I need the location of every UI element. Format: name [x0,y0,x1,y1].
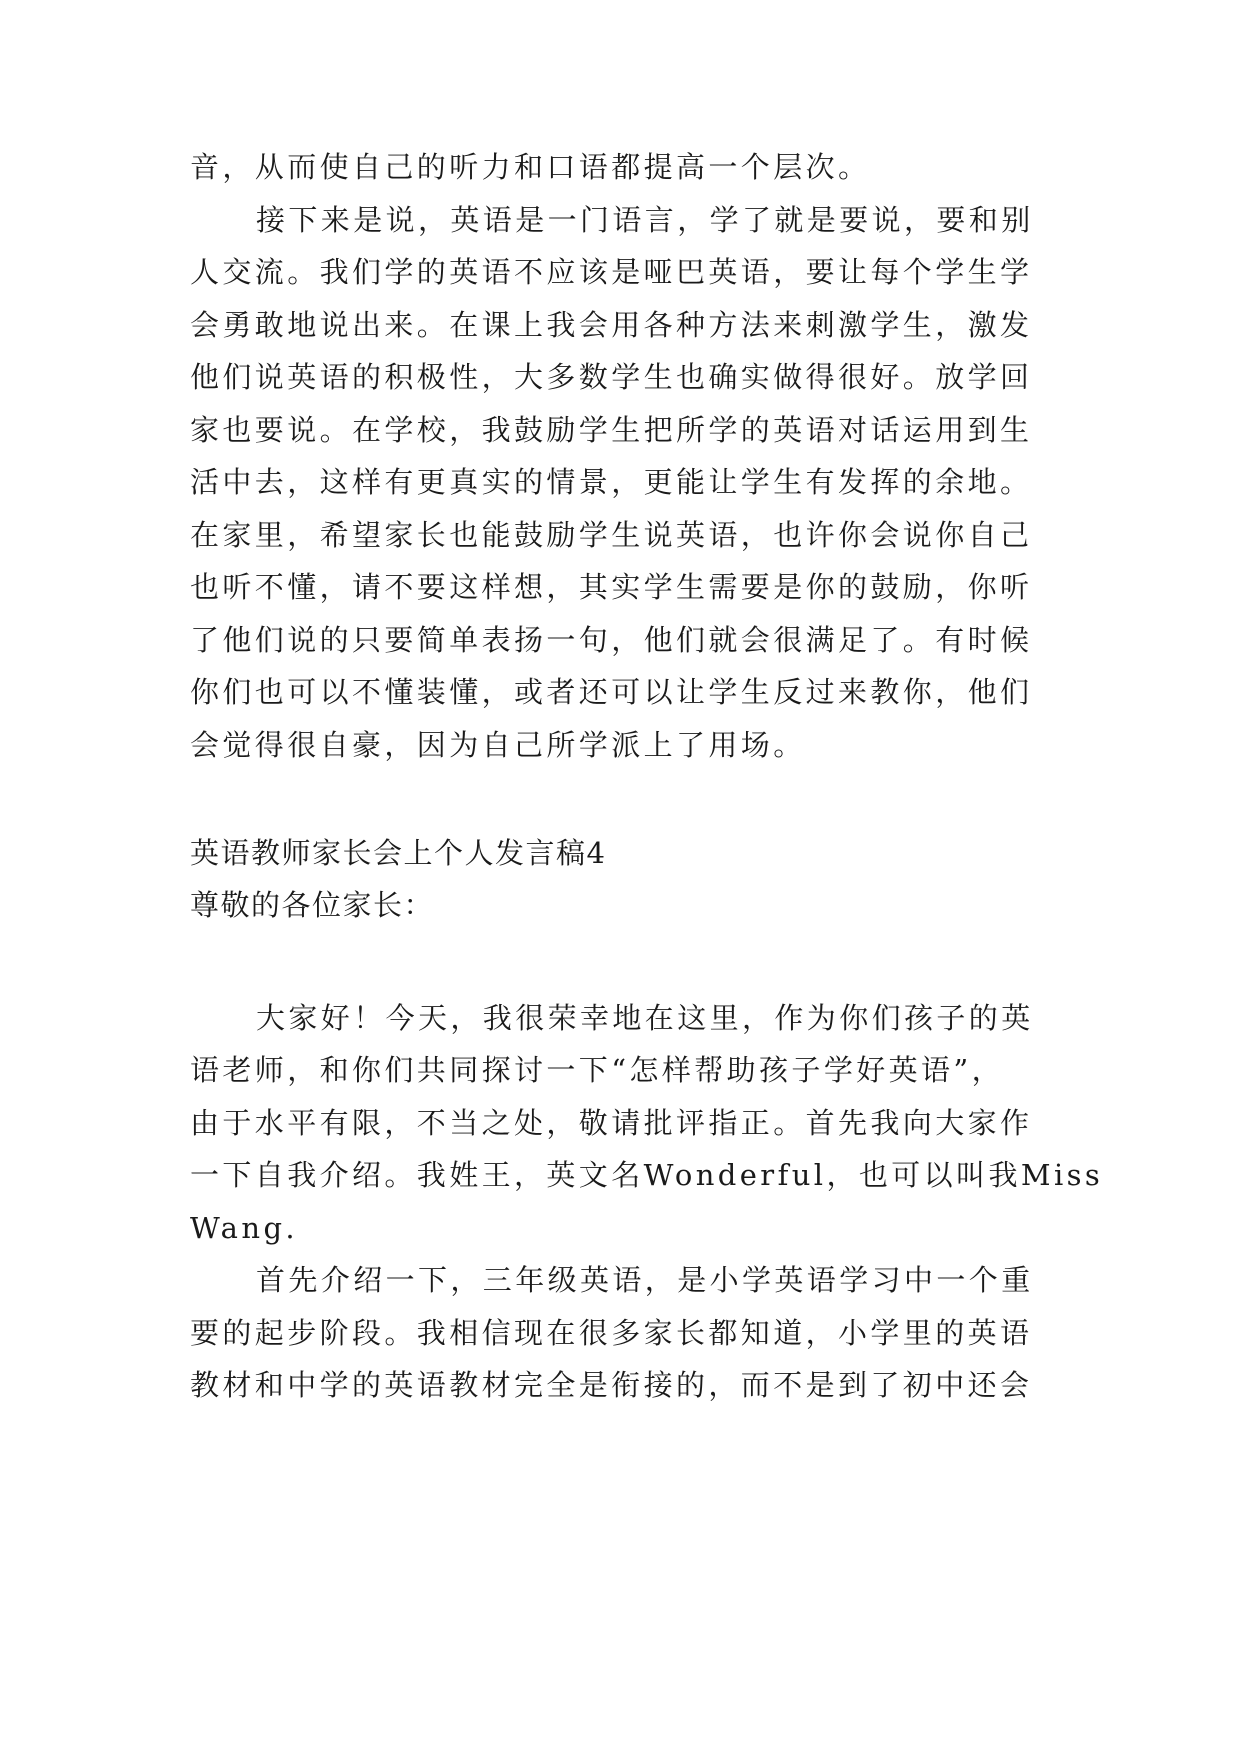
text-line: 在家里，希望家长也能鼓励学生说英语，也许你会说你自己 [190,518,1033,552]
text-line: 你们也可以不懂装懂，或者还可以让学生反过来教你，他们 [190,675,1033,709]
text-line: 接下来是说，英语是一门语言，学了就是要说，要和别 [256,203,1034,237]
text-line: 由于水平有限，不当之处，敬请批评指正。首先我向大家作 [190,1106,1033,1140]
section-title: 英语教师家长会上个人发言稿4 [190,836,607,870]
text-line: 活中去，这样有更真实的情景，更能让学生有发挥的余地。 [190,465,1033,499]
text-line: 大家好！今天，我很荣幸地在这里，作为你们孩子的英 [256,1001,1034,1035]
text-line: 语老师，和你们共同探讨一下“怎样帮助孩子学好英语”， [190,1053,1005,1087]
text-line: 家也要说。在学校，我鼓励学生把所学的英语对话运用到生 [190,413,1033,447]
text-line: 也听不懂，请不要这样想，其实学生需要是你的鼓励，你听 [190,570,1033,604]
text-line: 会觉得很自豪，因为自己所学派上了用场。 [190,728,806,762]
text-line: 教材和中学的英语教材完全是衔接的，而不是到了初中还会 [190,1368,1033,1402]
text-line: 音，从而使自己的听力和口语都提高一个层次。 [190,150,871,184]
salutation: 尊敬的各位家长： [190,888,435,922]
text-line: 首先介绍一下，三年级英语，是小学英语学习中一个重 [256,1263,1034,1297]
text-line: 人交流。我们学的英语不应该是哑巴英语，要让每个学生学 [190,255,1033,289]
text-line: Wang. [190,1211,299,1245]
text-line: 他们说英语的积极性，大多数学生也确实做得很好。放学回 [190,360,1033,394]
text-line: 要的起步阶段。我相信现在很多家长都知道，小学里的英语 [190,1316,1033,1350]
text-line: 了他们说的只要简单表扬一句，他们就会很满足了。有时候 [190,623,1033,657]
text-line: 会勇敢地说出来。在课上我会用各种方法来刺激学生，激发 [190,308,1033,342]
text-line: 一下自我介绍。我姓王，英文名Wonderful，也可以叫我Miss [190,1158,1104,1192]
